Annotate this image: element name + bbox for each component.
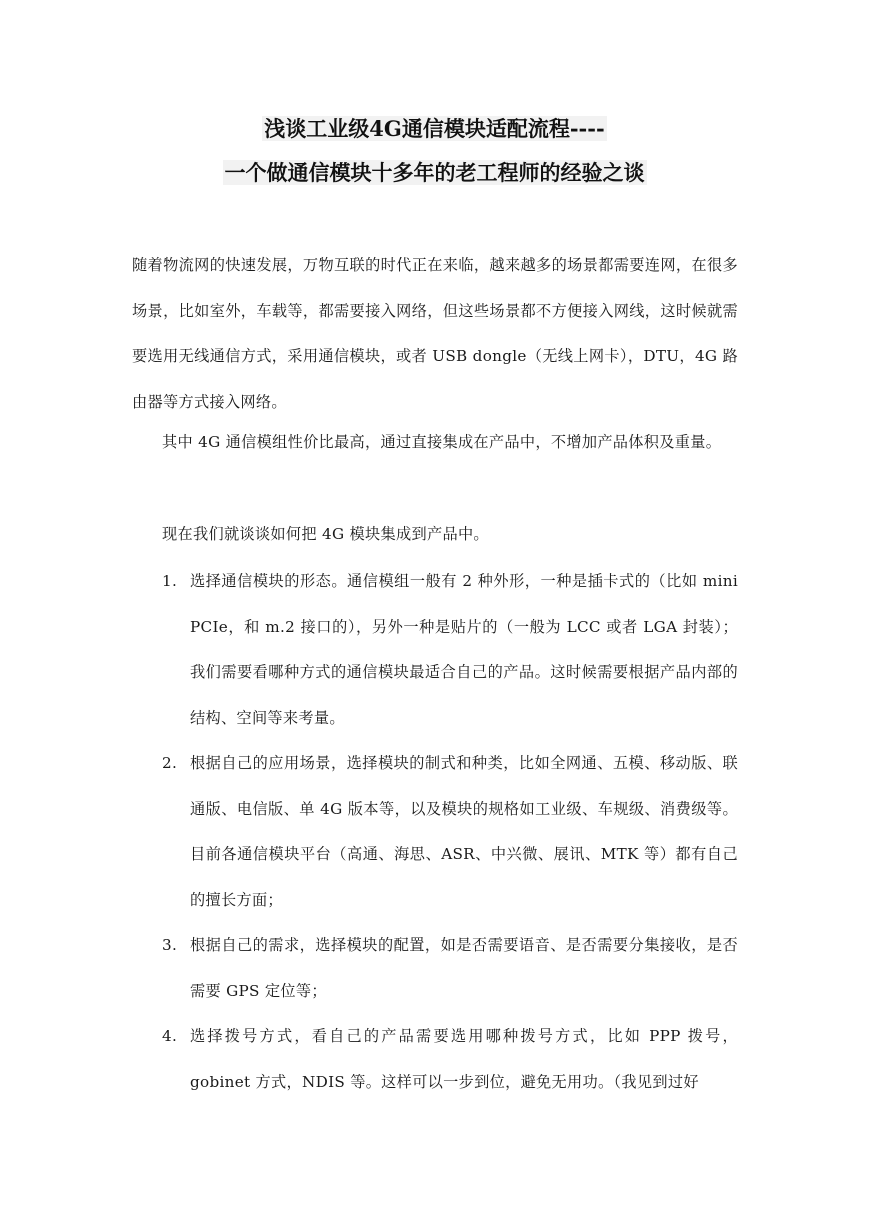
list-item-text: 选择通信模块的形态。通信模组一般有 2 种外形，一种是插卡式的（比如 mini PCIe，和 m.2 接口的），另外一种是贴片的（一般为 LCC 或者 LGA 封装）；我们需要看哪种方式的通信模块最适合自己的产品。这时候需要根据产品内部的结构、空间等来考量。 [190, 572, 738, 727]
list-item-number: 2. [162, 754, 178, 772]
title-line-1-text: 浅谈工业级4G通信模块适配流程---- [264, 116, 605, 141]
list-item-text: 根据自己的应用场景，选择模块的制式和种类，比如全网通、五模、移动版、联通版、电信版、单 4G 版本等，以及模块的规格如工业级、车规级、消费级等。目前各通信模块平台（高通、海思、ASR、中兴微、展讯、MTK 等）都有自己的擅长方面； [190, 754, 738, 909]
title-line-2-text: 一个做通信模块十多年的老工程师的经验之谈 [224, 160, 645, 185]
document-title-line-2 [0, 158, 869, 188]
list-item [132, 741, 738, 923]
list-item-number: 3. [162, 936, 178, 954]
document-title-line-1 [0, 114, 869, 144]
list-item-number: 1. [162, 572, 178, 590]
list-item [132, 559, 738, 741]
steps-list [132, 559, 738, 1105]
list-item [132, 923, 738, 1014]
paragraph-4g-module: 其中 4G 通信模组性价比最高，通过直接集成在产品中，不增加产品体积及重量。 [162, 433, 722, 451]
paragraph-intro: 随着物流网的快速发展，万物互联的时代正在来临，越来越多的场景都需要连网，在很多场景，比如室外，车载等，都需要接入网络，但这些场景都不方便接入网线，这时候就需要选用无线通信方式，采用通信模块，或者 USB dongle（无线上网卡），DTU，4G 路由器等方式接入网络。 [132, 256, 738, 411]
list-item [132, 1014, 738, 1105]
list-item-text: 选择拨号方式，看自己的产品需要选用哪种拨号方式，比如 PPP 拨号，gobinet 方式，NDIS 等。这样可以一步到位，避免无用功。（我见到过好 [190, 1027, 738, 1091]
list-item-number: 4. [162, 1027, 178, 1045]
paragraph-integration: 现在我们就谈谈如何把 4G 模块集成到产品中。 [162, 525, 489, 543]
list-item-text: 根据自己的需求，选择模块的配置，如是否需要语音、是否需要分集接收，是否需要 GPS 定位等； [190, 936, 738, 1000]
